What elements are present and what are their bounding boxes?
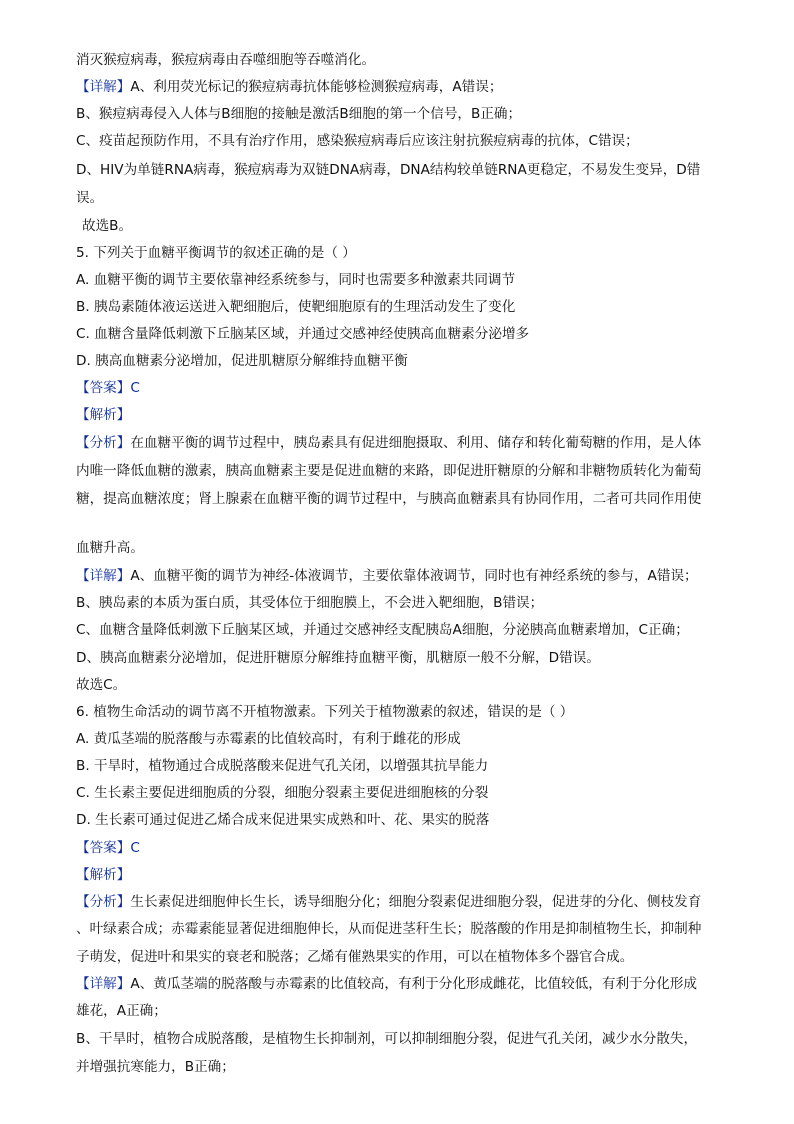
analysis-line: 【分析】生长素促进细胞伸长生长，诱导细胞分化；细胞分裂素促进细胞分裂，促进芽的分化、侧枝发育 bbox=[76, 894, 702, 910]
question-6-option-a: A. 黄瓜茎端的脱落酸与赤霉素的比值较高时，有利于雌花的形成 bbox=[76, 731, 461, 747]
text-line: 血糖升高。 bbox=[76, 540, 144, 556]
analysis-heading: 【解析】 bbox=[76, 867, 131, 883]
question-5-option-a: A. 血糖平衡的调节主要依靠神经系统参与，同时也需要多种激素共同调节 bbox=[76, 272, 516, 288]
text-line: B、干旱时，植物合成脱落酸，是植物生长抑制剂，可以抑制细胞分裂，促进气孔关闭，减少水分散失， bbox=[76, 1031, 698, 1047]
text-line: 内唯一降低血糖的激素，胰高血糖素主要是促进血糖的来路，即促进肝糖原的分解和非糖物质转化为葡萄 bbox=[76, 463, 702, 479]
question-6-option-c: C. 生长素主要促进细胞质的分裂，细胞分裂素主要促进细胞核的分裂 bbox=[76, 785, 489, 801]
question-6-option-b: B. 干旱时，植物通过合成脱落酸来促进气孔关闭，以增强其抗旱能力 bbox=[76, 758, 489, 774]
question-6-stem: 6. 植物生命活动的调节离不开植物激素。下列关于植物激素的叙述，错误的是（ ） bbox=[76, 704, 574, 720]
detail-tag: 【详解】 bbox=[76, 79, 131, 95]
text-line: B、猴痘病毒侵入人体与B细胞的接触是激活B细胞的第一个信号，B正确； bbox=[76, 106, 522, 122]
text-line: D、HIV为单链RNA病毒，猴痘病毒为双链DNA病毒，DNA结构较单链RNA更稳定，不易发生变异，D错 bbox=[76, 162, 701, 178]
text-line: 、叶绿素合成；赤霉素能显著促进细胞伸长，从而促进茎秆生长；脱落酸的作用是抑制植物生长，抑制种 bbox=[76, 921, 702, 937]
text-line: 并增强抗寒能力，B正确； bbox=[76, 1059, 235, 1075]
detail-line: 【详解】A、黄瓜茎端的脱落酸与赤霉素的比值较高，有利于分化形成雌花，比值较低，有利于分化形成 bbox=[76, 976, 698, 992]
question-5-stem: 5. 下列关于血糖平衡调节的叙述正确的是（ ） bbox=[76, 245, 356, 261]
choice-conclusion: 故选B。 bbox=[82, 218, 133, 234]
question-5-option-d: D. 胰高血糖素分泌增加，促进肌糖原分解维持血糖平衡 bbox=[76, 353, 408, 369]
question-5-option-c: C. 血糖含量降低刺激下丘脑某区域，并通过交感神经使胰高血糖素分泌增多 bbox=[76, 326, 530, 342]
analysis-line: 【分析】在血糖平衡的调节过程中，胰岛素具有促进细胞摄取、利用、储存和转化葡萄糖的作用，是人体 bbox=[76, 435, 702, 451]
text-line: D、胰高血糖素分泌增加，促进肝糖原分解维持血糖平衡，肌糖原一般不分解，D错误。 bbox=[76, 650, 600, 666]
text-line: C、血糖含量降低刺激下丘脑某区域，并通过交感神经支配胰岛A细胞，分泌胰高血糖素增加，C正确； bbox=[76, 622, 689, 638]
choice-conclusion: 故选C。 bbox=[76, 677, 127, 693]
detail-line: 【详解】A、利用荧光标记的猴痘病毒抗体能够检测猴痘病毒，A错误； bbox=[76, 79, 503, 95]
analysis-heading: 【解析】 bbox=[76, 407, 131, 423]
text-line: 雄花，A正确； bbox=[76, 1003, 167, 1019]
text-line: 误。 bbox=[76, 190, 104, 206]
answer-line: 【答案】C bbox=[76, 840, 140, 856]
text-line: 糖，提高血糖浓度；肾上腺素在血糖平衡的调节过程中，与胰高血糖素具有协同作用，二者可共同作用使 bbox=[76, 491, 702, 507]
text-line: C、疫苗起预防作用，不具有治疗作用，感染猴痘病毒后应该注射抗猴痘病毒的抗体，C错误； bbox=[76, 133, 639, 149]
question-6-option-d: D. 生长素可通过促进乙烯合成来促进果实成熟和叶、花、果实的脱落 bbox=[76, 812, 490, 828]
answer-line: 【答案】C bbox=[76, 380, 140, 396]
question-5-option-b: B. 胰岛素随体液运送进入靶细胞后，使靶细胞原有的生理活动发生了变化 bbox=[76, 299, 516, 315]
text-line: 子萌发，促进叶和果实的衰老和脱落；乙烯有催熟果实的作用，可以在植物体多个器官合成。 bbox=[76, 949, 634, 965]
text-line: B、胰岛素的本质为蛋白质，其受体位于细胞膜上，不会进入靶细胞，B错误； bbox=[76, 595, 544, 611]
text-line: 消灭猴痘病毒，猴痘病毒由吞噬细胞等吞噬消化。 bbox=[76, 52, 376, 68]
detail-line: 【详解】A、血糖平衡的调节为神经-体液调节，主要依靠体液调节，同时也有神经系统的参与，A错误； bbox=[76, 568, 698, 584]
